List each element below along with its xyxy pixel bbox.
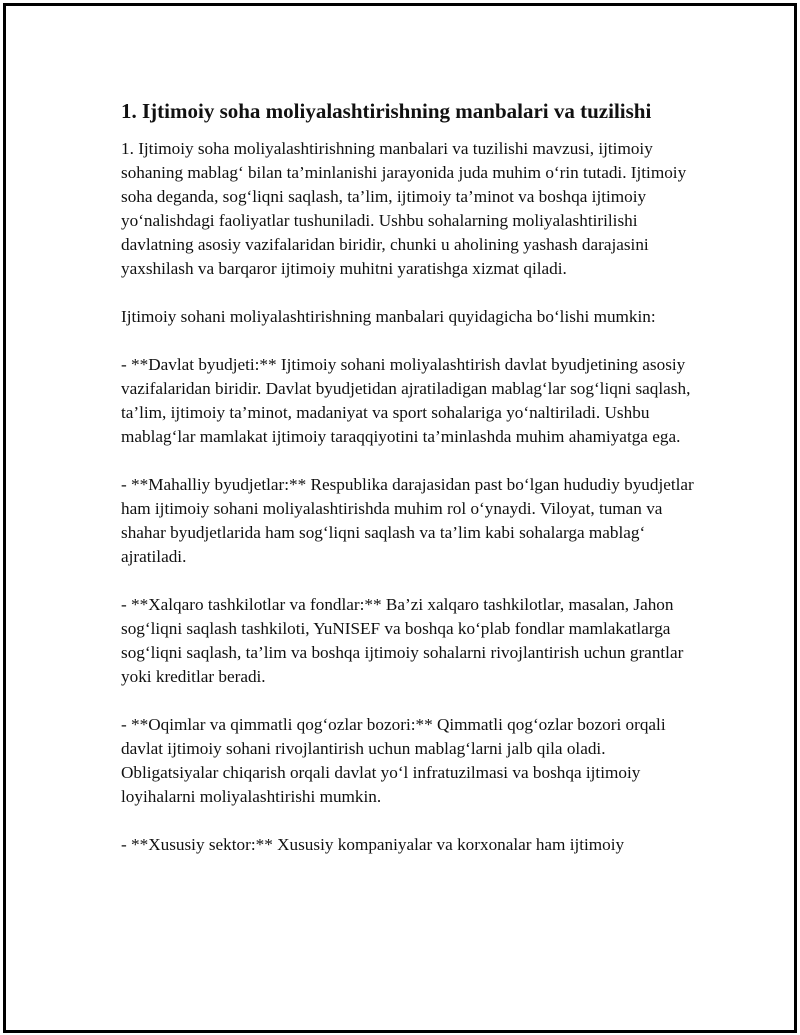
document-page: [3, 3, 797, 1033]
document-body: [121, 97, 701, 881]
document-title: 1. Ijtimoiy soha moliyalashtirishning manbalari va tuzilishi: [121, 99, 652, 123]
private-sector-paragraph: - **Xususiy sektor:** Xususiy kompaniyalar va korxonalar ham ijtimoiy: [121, 835, 625, 854]
sources-intro-paragraph: Ijtimoiy sohani moliyalashtirishning manbalari quyidagicha bo‘lishi mumkin:: [121, 307, 656, 326]
state-budget-paragraph: - **Davlat byudjeti:** Ijtimoiy sohani moliyalashtirish davlat byudjetining asosiy vazifalaridan biridir. Davlat byudjetidan ajratiladigan mablag‘lar sog‘liqni saqlash, ta’lim, ijtimoiy ta’minot, madaniyat va sport sohalariga yo‘naltiriladi. Ushbu mablag‘lar mamlakat ijtimoiy taraqqiyotini ta’minlashda muhim ahamiyatga ega.: [121, 355, 691, 446]
intro-paragraph: 1. Ijtimoiy soha moliyalashtirishning manbalari va tuzilishi mavzusi, ijtimoiy sohaning mablag‘ bilan ta’minlanishi jarayonida juda muhim o‘rin tutadi. Ijtimoiy soha deganda, sog‘liqni saqlash, ta’lim, ijtimoiy ta’minot va boshqa ijtimoiy yo‘nalishdagi faoliyatlar tushuniladi. Ushbu sohalarning moliyalashtirilishi davlatning asosiy vazifalaridan biridir, chunki u aholining yashash darajasini yaxshilash va barqaror ijtimoiy muhitni yaratishga xizmat qiladi.: [121, 139, 687, 278]
international-organizations-paragraph: - **Xalqaro tashkilotlar va fondlar:** Ba’zi xalqaro tashkilotlar, masalan, Jahon sog‘liqni saqlash tashkiloti, YuNISEF va boshqa ko‘plab fondlar mamlakatlarga sog‘liqni saqlash, ta’lim va boshqa ijtimoiy sohalarni rivojlantirish uchun grantlar yoki kreditlar beradi.: [121, 595, 684, 686]
securities-market-paragraph: - **Oqimlar va qimmatli qog‘ozlar bozori:** Qimmatli qog‘ozlar bozori orqali davlat ijtimoiy sohani rivojlantirish uchun mablag‘larni jalb qila oladi. Obligatsiyalar chiqarish orqali davlat yo‘l infratuzilmasi va boshqa ijtimoiy loyihalarni moliyalashtirishi mumkin.: [121, 715, 666, 806]
local-budgets-paragraph: - **Mahalliy byudjetlar:** Respublika darajasidan past bo‘lgan hududiy byudjetlar ham ijtimoiy sohani moliyalashtirishda muhim rol o‘ynaydi. Viloyat, tuman va shahar byudjetlarida ham sog‘liqni saqlash va ta’lim kabi sohalarga mablag‘ ajratiladi.: [121, 475, 694, 566]
